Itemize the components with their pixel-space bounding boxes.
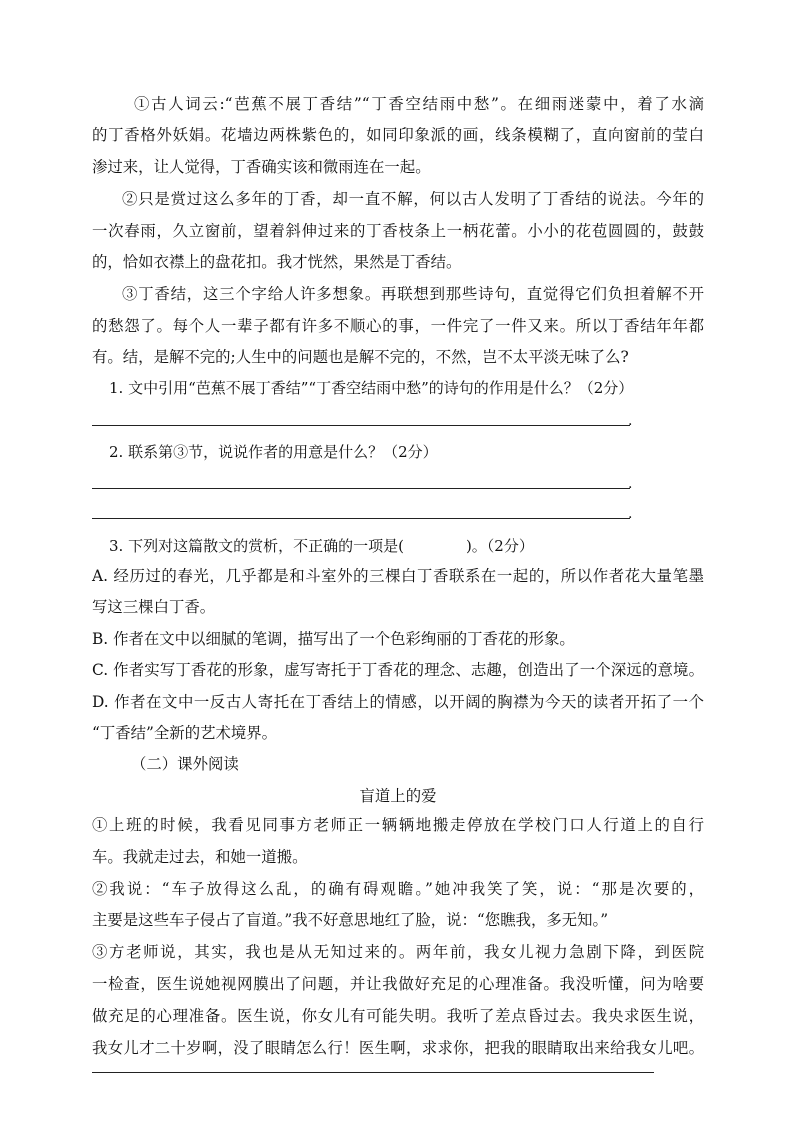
passage-p1-line1: ①古人词云:“芭蕉不展丁香结”“丁香空结雨中愁”。在细雨迷蒙中，着了水滴	[134, 95, 704, 113]
question-3-prefix: 3. 下列对这篇散文的赏析，不正确的一项是(	[109, 537, 404, 555]
answer-line-q2-a[interactable]	[92, 488, 630, 489]
article-p1-line2: 车。我就走过去，和她一道搬。	[92, 848, 308, 866]
passage-p2-line1: ②只是赏过这么多年的丁香，却一直不解，何以古人发明了丁香结的说法。今年的	[122, 190, 704, 208]
question-3	[109, 536, 721, 556]
passage-p1-line2: 的丁香格外妖娟。花墙边两株紫色的，如同印象派的画，线条模糊了，直向窗前的莹白	[92, 126, 704, 144]
answer-line-dot: .	[628, 476, 633, 492]
answer-line-q2-b[interactable]	[92, 518, 630, 519]
page-bottom-divider	[92, 1072, 654, 1073]
option-d-line2: “丁香结”全新的艺术境界。	[92, 724, 278, 742]
passage-p3-line3: 有。结，是解不完的;人生中的问题也是解不完的，不然，岂不太平淡无味了么?	[92, 348, 629, 366]
answer-line-q1[interactable]	[92, 425, 630, 426]
option-b: B. 作者在文中以细腻的笔调，描写出了一个色彩绚丽的丁香花的形象。	[92, 630, 575, 648]
question-3-suffix: )。（2分）	[465, 537, 534, 555]
article-p1-line1: ①上班的时候，我看见同事方老师正一辆辆地搬走停放在学校门口人行道上的自行	[92, 816, 704, 834]
question-1: 1. 文中引用“芭蕉不展丁香结”“丁香空结雨中愁”的诗句的作用是什么？（2分）	[109, 379, 634, 397]
passage-p3-line2: 的愁怨了。每个人一辈子都有许多不顺心的事，一件完了一件又来。所以丁香结年年都	[92, 317, 704, 335]
passage-p2-line2: 一次春雨，久立窗前，望着斜伸过来的丁香枝条上一柄花蕾。小小的花苞圆圆的，鼓鼓	[92, 222, 704, 240]
passage-p3-line1: ③丁香结，这三个字给人许多想象。再联想到那些诗句，直觉得它们负担着解不开	[122, 285, 704, 303]
article-p2-line2: 主要是这些车子侵占了盲道。”我不好意思地红了脸，说：“您瞧我，多无知。”	[92, 911, 609, 929]
option-c: C. 作者实写丁香花的形象，虚写寄托于丁香花的理念、志趣，创造出了一个深远的意境。	[92, 661, 704, 679]
passage-p1-line3: 渗过来，让人觉得，丁香确实该和微雨连在一起。	[92, 158, 431, 176]
answer-line-dot: .	[628, 506, 633, 522]
article-p3-line3: 做充足的心理准备。医生说，你女儿有可能失明。我听了差点昏过去。我央求医生说，	[92, 1007, 704, 1025]
section-heading: （二）课外阅读	[131, 755, 239, 773]
article-p3-line4: 我女儿才二十岁啊，没了眼睛怎么行！医生啊，求求你，把我的眼睛取出来给我女儿吧。	[92, 1039, 704, 1057]
answer-line-dot: .	[628, 413, 633, 429]
article-title: 盲道上的爱	[359, 787, 437, 805]
article-p3-line2: 一检查，医生说她视网膜出了问题，并让我做好充足的心理准备。我没听懂，问为啥要	[92, 975, 704, 993]
option-a-line2: 写这三棵白丁香。	[92, 598, 216, 616]
article-p3-line1: ③方老师说，其实，我也是从无知过来的。两年前，我女儿视力急剧下降，到医院	[92, 943, 704, 961]
passage-p2-line3: 的，恰如衣襟上的盘花扣。我才恍然，果然是丁香结。	[92, 253, 462, 271]
option-d-line1: D. 作者在文中一反古人寄托在丁香结上的情感，以开阔的胸襟为今天的读者开拓了一个	[92, 693, 704, 711]
option-a-line1: A. 经历过的春光，几乎都是和斗室外的三棵白丁香联系在一起的，所以作者花大量笔墨	[92, 567, 704, 585]
article-p2-line1: ②我说：“车子放得这么乱，的确有碍观瞻。”她冲我笑了笑，说：“那是次要的，	[92, 880, 704, 898]
question-2: 2. 联系第③节，说说作者的用意是什么？（2分）	[109, 443, 438, 461]
